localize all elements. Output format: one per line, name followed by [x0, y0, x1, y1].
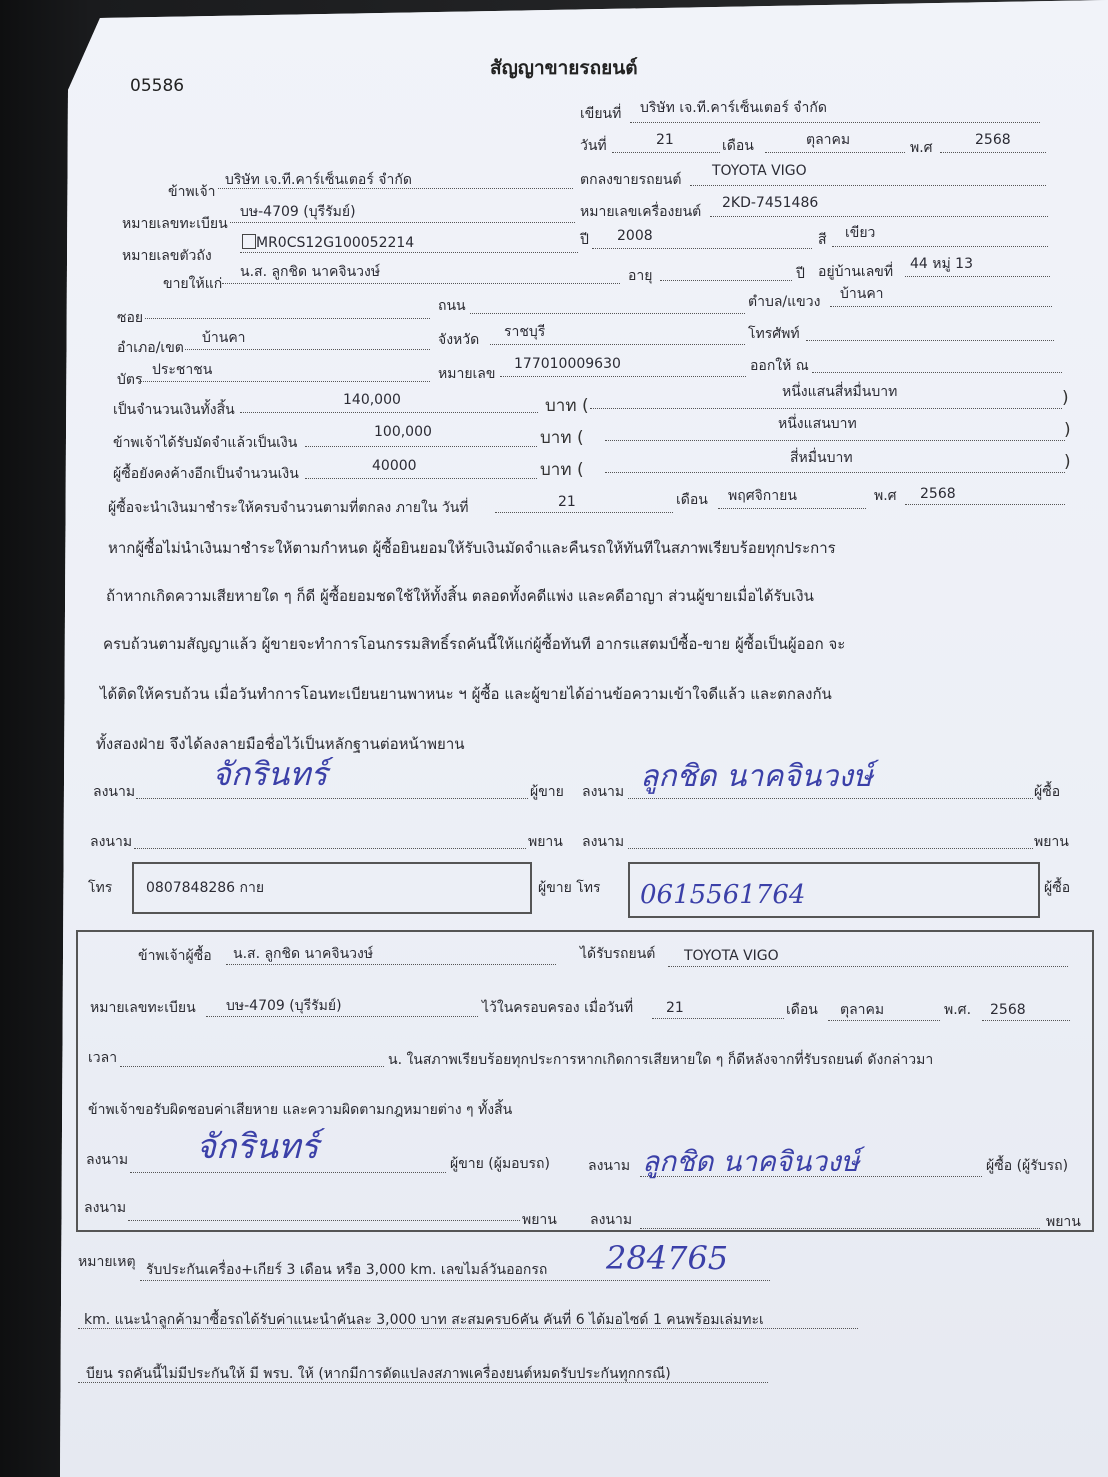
- sell-to-label: ขายให้แก่: [163, 276, 223, 292]
- issued-label: ออกให้ ณ: [750, 358, 809, 374]
- pay-year-value: 2568: [920, 486, 956, 502]
- receipt-seller-sign-label: ลงนาม: [86, 1152, 129, 1168]
- remarks-line-3: บียน รถคันนี้ไม่มีประกันให้ มี พรบ. ให้ (หากมีการดัดแปลงสภาพเครื่องยนต์หมดรับประกันทุกกรณี): [86, 1366, 671, 1382]
- receipt-liability: ข้าพเจ้าขอรับผิดชอบค่าเสียหาย และความผิดตามกฎหมายต่าง ๆ ทั้งสิ้น: [88, 1102, 513, 1118]
- receipt-car-line: [668, 966, 1068, 967]
- receipt-car-value: TOYOTA VIGO: [684, 948, 779, 964]
- remain-line: [305, 478, 537, 479]
- province-line: [490, 344, 745, 345]
- pay-month-value: พฤศจิกายน: [728, 488, 797, 504]
- month-label: เดือน: [722, 138, 754, 154]
- remain-baht-label: บาท (: [540, 460, 584, 480]
- receipt-buyer-line: [226, 964, 556, 965]
- receipt-day-value: 21: [666, 1000, 684, 1016]
- receipt-possess-label: ไว้ในครอบครอง เมื่อวันที่: [482, 1000, 634, 1016]
- seller-sign-line: [136, 798, 528, 799]
- pay-month-label: เดือน: [676, 492, 708, 508]
- pay-year-line: [905, 504, 1065, 505]
- total-label: เป็นจำนวนเงินทั้งสิ้น: [113, 402, 235, 418]
- engine-label: หมายเลขเครื่องยนต์: [580, 204, 702, 220]
- deposit-text-line: [605, 440, 1065, 441]
- receipt-day-line: [652, 1018, 784, 1019]
- remain-text-line: [605, 472, 1065, 473]
- car-model-line: [690, 185, 1046, 186]
- province-label: จังหวัด: [438, 332, 480, 348]
- card-number-value: 177010009630: [514, 356, 621, 372]
- receipt-buyer-sign-label: ลงนาม: [588, 1158, 631, 1174]
- remarks-mileage: 284765: [606, 1239, 729, 1277]
- witness1-sign-label: ลงนาม: [90, 834, 133, 850]
- deposit-baht-label: บาท (: [540, 428, 584, 448]
- chassis-label: หมายเลขตัวถัง: [122, 248, 212, 264]
- receipt-seller-role: ผู้ขาย (ผู้มอบรถ): [450, 1156, 550, 1172]
- color-label: สี: [818, 232, 827, 248]
- terms-line-4: ได้ติดให้ครบถ้วน เมื่อวันทำการโอนทะเบียนยานพาหนะ ฯ ผู้ซื้อ และผู้ขายได้อ่านข้อความเข้าใจดีแล้ว และตกลงกัน: [100, 685, 832, 703]
- receipt-seller-signature: จักรินทร์: [196, 1127, 319, 1167]
- seller-phone-value: 0807848286 กาย: [146, 880, 265, 896]
- receipt-buyer-value: น.ส. ลูกชิด นาคจินวงษ์: [233, 946, 374, 962]
- year-label: พ.ศ: [910, 140, 933, 156]
- tambon-line: [830, 306, 1052, 307]
- house-value: 44 หมู่ 13: [910, 256, 973, 272]
- card-value: ประชาชน: [152, 362, 213, 378]
- document-title: สัญญาขายรถยนต์: [490, 57, 638, 79]
- date-label: วันที่: [580, 138, 607, 154]
- issued-line: [812, 372, 1062, 373]
- buyer-sign-label: ลงนาม: [582, 784, 625, 800]
- seller-line: [218, 188, 573, 189]
- buyer-signature: ลูกชิด นาคจินวงษ์: [640, 759, 873, 794]
- receipt-year-label: พ.ศ.: [944, 1002, 972, 1018]
- receipt-reg-line: [206, 1016, 478, 1017]
- remain-close-paren: ): [1064, 452, 1071, 472]
- witness2-sign-label: ลงนาม: [582, 834, 625, 850]
- witness2-sign-line: [628, 848, 1033, 849]
- total-line: [240, 412, 538, 413]
- card-label: บัตร: [117, 372, 143, 388]
- pay-year-label: พ.ศ: [874, 488, 897, 504]
- buyer-sign-line: [628, 798, 1033, 799]
- receipt-buyer-role: ผู้ซื้อ (ผู้รับรถ): [986, 1158, 1069, 1174]
- pay-month-line: [718, 508, 866, 509]
- tambon-label: ตำบล/แขวง: [748, 294, 821, 310]
- deposit-value: 100,000: [374, 424, 432, 440]
- pay-due-label: ผู้ซื้อจะนำเงินมาชำระให้ครบจำนวนตามที่ตกลง ภายใน วันที่: [108, 500, 469, 516]
- card-number-label: หมายเลข: [438, 366, 496, 382]
- receipt-time-label: เวลา: [88, 1050, 118, 1066]
- remarks-line-3-underline: [78, 1382, 768, 1383]
- chassis-line: [240, 252, 578, 253]
- date-month-line: [765, 152, 905, 153]
- remarks-line-2: km. แนะนำลูกค้ามาซื้อรถได้รับค่าแนะนำคันละ 3,000 บาท สะสมครบ6คัน คันที่ 6 ได้มอไซด์ 1 คนพร้อมเล่มทะเ: [84, 1312, 764, 1328]
- reg-line: [230, 222, 575, 223]
- receipt-witness1-sign-label: ลงนาม: [84, 1200, 127, 1216]
- deposit-text: หนึ่งแสนบาท: [778, 416, 857, 432]
- seller-phone-role: ผู้ขาย โทร: [538, 880, 601, 896]
- engine-line: [710, 216, 1048, 217]
- seller-value: บริษัท เจ.ที.คาร์เซ็นเตอร์ จำกัด: [225, 172, 412, 188]
- amphoe-label: อำเภอ/เขต: [117, 340, 184, 356]
- document-number: 05586: [130, 76, 185, 96]
- remarks-label: หมายเหตุ: [78, 1254, 136, 1270]
- total-value: 140,000: [343, 392, 401, 408]
- remarks-line-2-underline: [78, 1328, 858, 1329]
- province-value: ราชบุรี: [504, 324, 546, 340]
- remarks-line-1-underline: [140, 1280, 770, 1281]
- color-line: [832, 246, 1048, 247]
- car-year-label: ปี: [580, 232, 589, 248]
- deposit-line: [305, 446, 537, 447]
- receipt-buyer-signature: ลูกชิด นาคจินวงษ์: [642, 1145, 860, 1178]
- pay-day-line: [495, 512, 673, 513]
- remarks-line-1: รับประกันเครื่อง+เกียร์ 3 เดือน หรือ 3,000 km. เลขไมล์วันออกรถ: [146, 1262, 548, 1278]
- road-label: ถนน: [438, 298, 466, 314]
- amphoe-value: บ้านคา: [202, 330, 246, 346]
- receipt-time-suffix: น. ในสภาพเรียบร้อยทุกประการหากเกิดการเสียหายใด ๆ ก็ดีหลังจากที่รับรถยนต์ ดังกล่าวมา: [388, 1052, 934, 1068]
- phone-label: โทรศัพท์: [748, 326, 800, 342]
- house-label: อยู่บ้านเลขที่: [818, 264, 894, 280]
- witness1-sign-line: [134, 848, 526, 849]
- soi-line: [145, 318, 430, 319]
- receipt-witness2-line: [640, 1228, 1040, 1229]
- seller-signature: จักรินทร์: [212, 755, 328, 793]
- buyer-role-label: ผู้ซื้อ: [1034, 784, 1061, 800]
- written-at-line: [630, 122, 1040, 123]
- total-baht-label: บาท (: [545, 396, 589, 416]
- buyer-line: [222, 283, 620, 284]
- pay-day-value: 21: [558, 494, 576, 510]
- receipt-witness1-line: [128, 1220, 520, 1221]
- date-day-line: [612, 152, 720, 153]
- seller-sign-label: ลงนาม: [93, 784, 136, 800]
- card-number-line: [500, 376, 746, 377]
- phone-line: [806, 340, 1054, 341]
- written-at-value: บริษัท เจ.ที.คาร์เซ็นเตอร์ จำกัด: [640, 100, 827, 116]
- date-month: ตุลาคม: [806, 132, 851, 148]
- engine-value: 2KD-7451486: [722, 195, 819, 211]
- buyer-phone-role: ผู้ซื้อ: [1044, 880, 1071, 896]
- amphoe-line: [185, 349, 430, 350]
- written-at-label: เขียนที่: [580, 106, 622, 122]
- card-line: [140, 381, 430, 382]
- terms-line-5: ทั้งสองฝ่าย จึงได้ลงลายมือชื่อไว้เป็นหลักฐานต่อหน้าพยาน: [96, 735, 465, 753]
- receipt-witness2-role: พยาน: [1046, 1214, 1081, 1230]
- reg-label: หมายเลขทะเบียน: [122, 216, 228, 232]
- date-year-line: [940, 152, 1046, 153]
- receipt-box: [76, 930, 1094, 1232]
- house-line: [905, 276, 1050, 277]
- total-close-paren: ): [1062, 388, 1069, 408]
- receipt-year-line: [982, 1020, 1070, 1021]
- date-year: 2568: [975, 132, 1011, 148]
- car-year-value: 2008: [617, 228, 653, 244]
- receipt-witness2-sign-label: ลงนาม: [590, 1212, 633, 1228]
- deposit-close-paren: ): [1064, 420, 1071, 440]
- receipt-reg-value: บษ-4709 (บุรีรัมย์): [226, 998, 342, 1014]
- seller-label: ข้าพเจ้า: [168, 184, 216, 200]
- witness2-role-label: พยาน: [1034, 834, 1069, 850]
- reg-value: บษ-4709 (บุรีรัมย์): [240, 204, 356, 220]
- road-line: [470, 313, 745, 314]
- buyer-value: น.ส. ลูกชิด นาคจินวงษ์: [240, 264, 381, 280]
- car-model-value: TOYOTA VIGO: [712, 163, 807, 179]
- deposit-label: ข้าพเจ้าได้รับมัดจำแล้วเป็นเงิน: [113, 435, 298, 451]
- date-day: 21: [656, 132, 674, 148]
- remain-label: ผู้ซื้อยังคงค้างอีกเป็นจำนวนเงิน: [113, 466, 299, 482]
- color-value: เขียว: [845, 225, 876, 241]
- buyer-phone-value: 0615561764: [640, 880, 806, 910]
- remain-value: 40000: [372, 458, 417, 474]
- receipt-received-label: ได้รับรถยนต์: [580, 946, 656, 962]
- receipt-month-label: เดือน: [786, 1002, 818, 1018]
- years-label: ปี: [796, 266, 805, 282]
- receipt-year-value: 2568: [990, 1002, 1026, 1018]
- tambon-value: บ้านคา: [840, 286, 884, 302]
- seller-phone-label: โทร: [88, 880, 113, 896]
- receipt-time-line: [120, 1066, 384, 1067]
- age-label: อายุ: [628, 268, 653, 284]
- receipt-seller-sign-line: [130, 1172, 446, 1173]
- car-year-line: [592, 248, 812, 249]
- total-text: หนึ่งแสนสี่หมื่นบาท: [782, 384, 898, 400]
- chassis-checkbox: [242, 234, 256, 249]
- remain-text: สี่หมื่นบาท: [790, 450, 853, 466]
- receipt-month-line: [828, 1020, 940, 1021]
- witness1-role-label: พยาน: [528, 834, 563, 850]
- receipt-month-value: ตุลาคม: [840, 1002, 885, 1018]
- receipt-witness1-role: พยาน: [522, 1212, 557, 1228]
- seller-role-label: ผู้ขาย: [530, 784, 564, 800]
- age-line: [660, 280, 792, 281]
- chassis-value: MR0CS12G100052214: [256, 235, 415, 251]
- terms-line-1: หากผู้ซื้อไม่นำเงินมาชำระให้ตามกำหนด ผู้ซื้อยินยอมให้รับเงินมัดจำและคืนรถให้ทันทีในสภาพเรียบร้อยทุกประการ: [108, 539, 836, 557]
- terms-line-2: ถ้าหากเกิดความเสียหายใด ๆ ก็ดี ผู้ซื้อยอมชดใช้ให้ทั้งสิ้น ตลอดทั้งคดีแพ่ง และคดีอาญา ส่วนผู้ขายเมื่อได้รับเงิน: [106, 587, 814, 605]
- soi-label: ซอย: [117, 310, 144, 326]
- terms-line-3: ครบถ้วนตามสัญญาแล้ว ผู้ขายจะทำการโอนกรรมสิทธิ์รถคันนี้ให้แก่ผู้ซื้อทันที อากรแสตมป์ซื้อ-ขาย ผู้ซื้อเป็นผู้ออก จะ: [103, 635, 846, 653]
- agree-sell-label: ตกลงขายรถยนต์: [580, 172, 682, 188]
- total-text-line: [590, 408, 1062, 409]
- receipt-buyer-label: ข้าพเจ้าผู้ซื้อ: [138, 948, 212, 964]
- receipt-reg-label: หมายเลขทะเบียน: [90, 1000, 196, 1016]
